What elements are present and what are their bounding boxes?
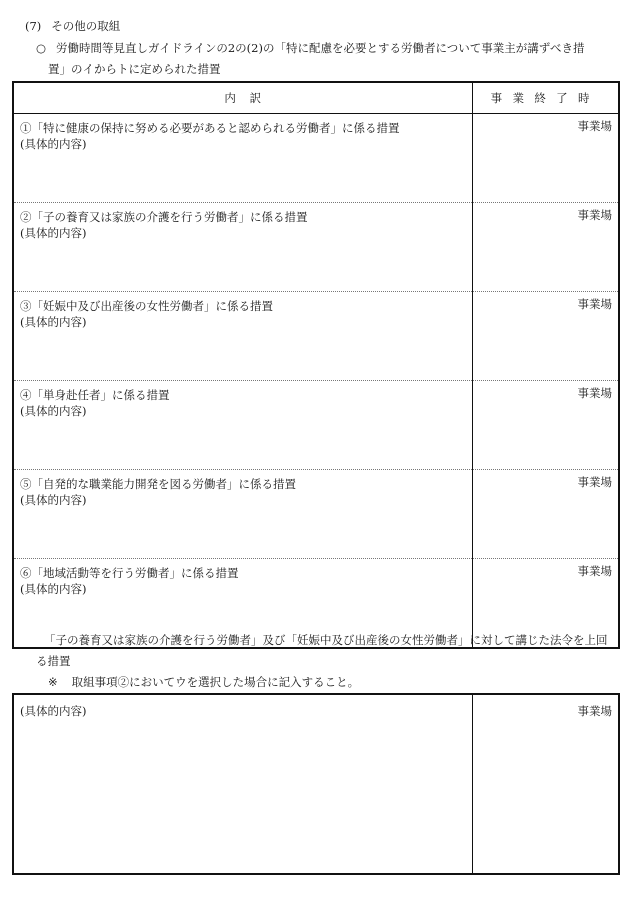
workplace-cell[interactable]: 事業場 <box>472 559 619 649</box>
table-row <box>13 114 619 203</box>
measure-title: ⑥「地域活動等を行う労働者」に係る措置 <box>20 566 239 580</box>
measure-cell[interactable] <box>13 470 472 559</box>
measure-cell[interactable] <box>13 381 472 470</box>
measure-cell[interactable] <box>13 292 472 381</box>
measure-cell[interactable] <box>13 114 472 203</box>
measure-title: ④「単身赴任者」に係る措置 <box>20 388 170 402</box>
column-header-breakdown: 内訳 <box>13 82 472 114</box>
table-header-row <box>13 82 619 114</box>
intro-paragraph <box>36 38 622 80</box>
intro-line-1: 労働時間等見直しガイドラインの2の(2)の「特に配慮を必要とする労働者について事業主が講ずべき措 <box>56 41 585 55</box>
note-line-3: 取組事項②においてウを選択した場合に記入すること。 <box>71 675 360 689</box>
table-row <box>13 203 619 292</box>
measure-detail-label: (具体的内容) <box>20 137 87 151</box>
measure-title: ③「妊娠中及び出産後の女性労働者」に係る措置 <box>20 299 273 313</box>
section-heading <box>25 18 120 34</box>
measure-title: ②「子の養育又は家族の介護を行う労働者」に係る措置 <box>20 210 308 224</box>
detail-cell[interactable]: (具体的内容) <box>20 704 87 718</box>
measure-detail-label: (具体的内容) <box>20 404 87 418</box>
workplace-cell[interactable]: 事業場 <box>472 292 619 381</box>
measure-detail-label: (具体的内容) <box>20 315 87 329</box>
workplace-cell[interactable]: 事業場 <box>472 114 619 203</box>
note-line-2: る措置 <box>36 654 71 668</box>
measure-detail-label: (具体的内容) <box>20 493 87 507</box>
workplace-cell[interactable]: 事業場 <box>472 470 619 559</box>
table-row <box>13 381 619 470</box>
note-line-1: 「子の養育又は家族の介護を行う労働者」及び「妊娠中及び出産後の女性労働者」に対して講じた法令を上回 <box>44 633 608 647</box>
reference-mark-icon: ※ <box>48 675 58 689</box>
circle-bullet-icon: ○ <box>36 41 47 55</box>
table-row <box>13 470 619 559</box>
table-row <box>13 292 619 381</box>
intro-line-2: 置」のイからトに定められた措置 <box>48 62 221 76</box>
note-paragraph <box>36 630 624 693</box>
exceeding-measures-table <box>12 693 620 875</box>
measure-title: ⑤「自発的な職業能力開発を図る労働者」に係る措置 <box>20 477 296 491</box>
measure-title: ①「特に健康の保持に努める必要があると認められる労働者」に係る措置 <box>20 121 400 135</box>
table-row <box>13 694 619 874</box>
workplace-cell[interactable]: 事業場 <box>472 381 619 470</box>
section-title: その他の取組 <box>51 19 121 33</box>
measure-detail-label: (具体的内容) <box>20 582 87 596</box>
section-number: (7) <box>25 19 42 33</box>
measures-table <box>12 81 620 649</box>
measure-detail-label: (具体的内容) <box>20 226 87 240</box>
workplace-cell[interactable]: 事業場 <box>472 203 619 292</box>
column-header-project-end: 事業終了時 <box>472 82 619 114</box>
workplace-cell[interactable]: 事業場 <box>472 694 619 874</box>
measure-cell[interactable] <box>13 203 472 292</box>
